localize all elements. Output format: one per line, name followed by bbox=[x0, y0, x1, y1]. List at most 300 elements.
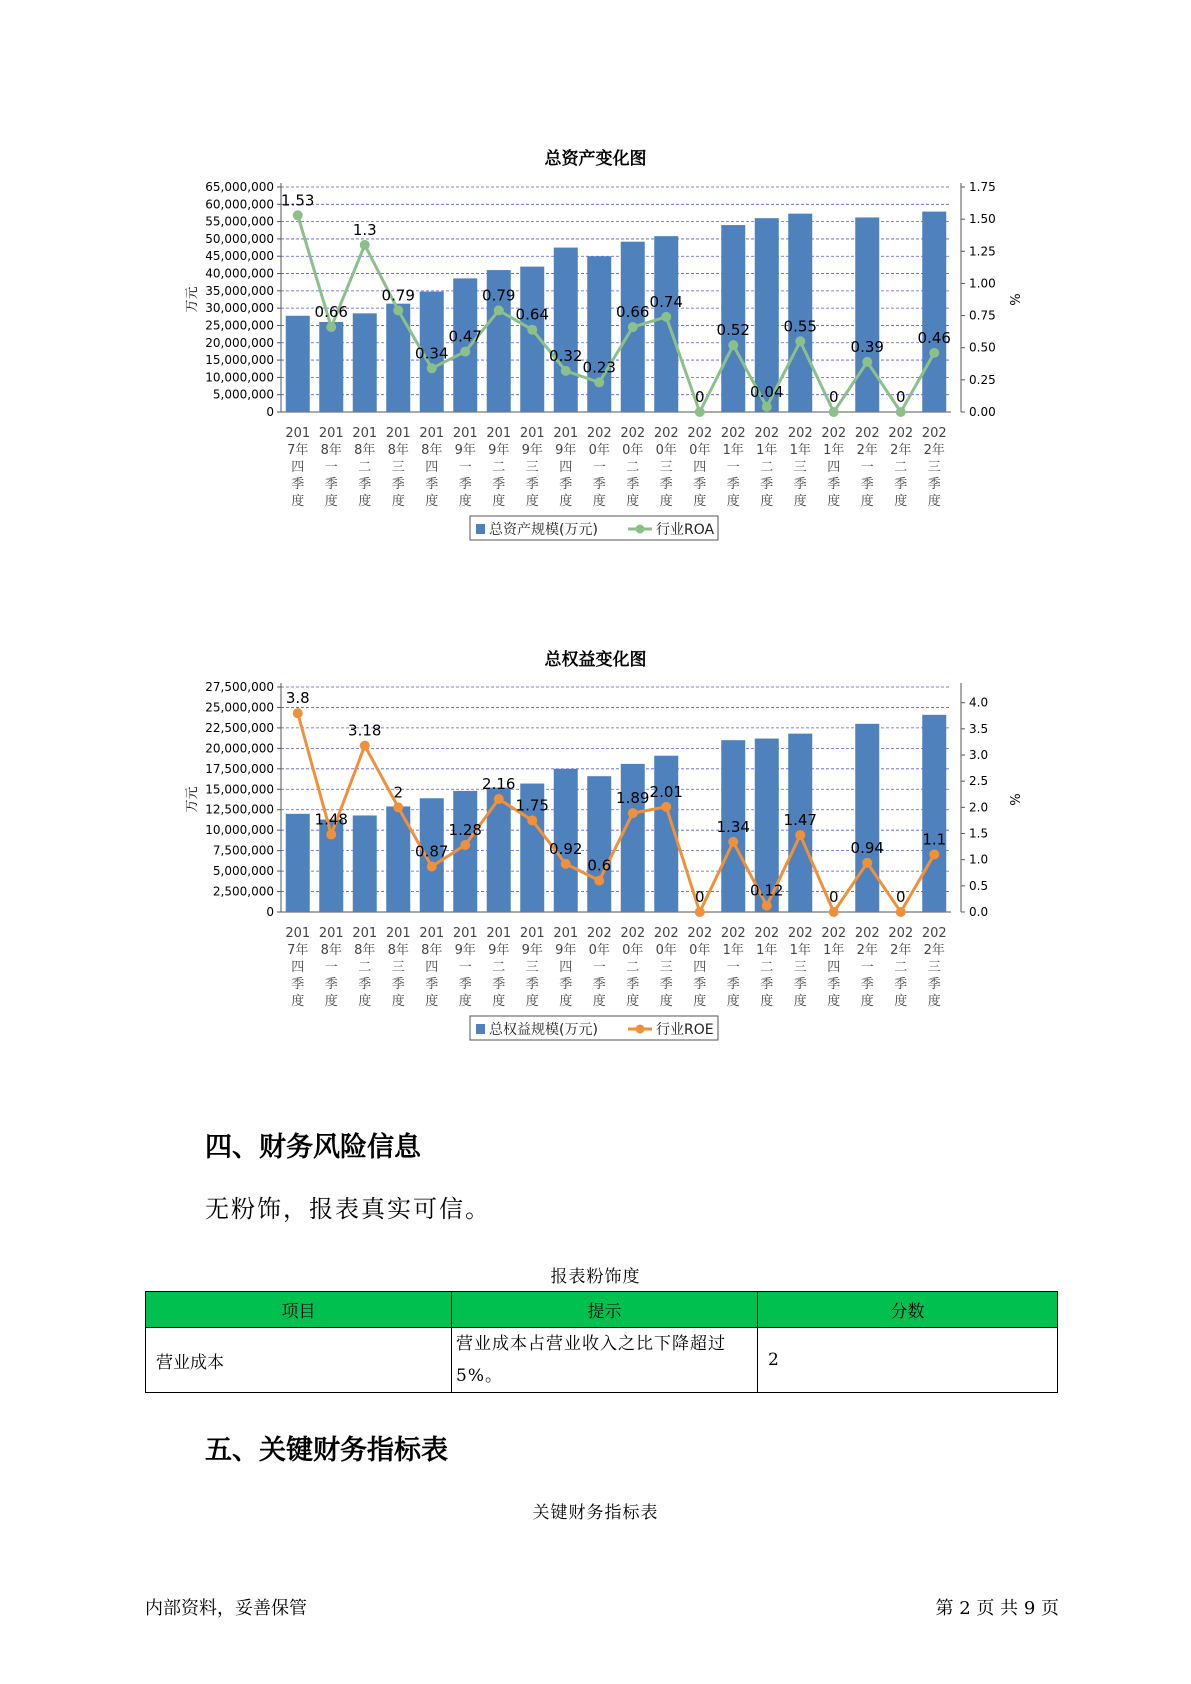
x-tick-label: 一 bbox=[726, 960, 740, 975]
x-tick-label: 四 bbox=[827, 960, 841, 975]
x-tick-label: 度 bbox=[726, 994, 740, 1009]
x-tick-label: 8年 bbox=[354, 943, 376, 958]
table-row bbox=[146, 1328, 1058, 1393]
legend-bar-swatch bbox=[476, 1024, 485, 1034]
chart-title: 总权益变化图 bbox=[544, 650, 647, 670]
data-label: 0.04 bbox=[750, 382, 784, 401]
x-tick-label: 8年 bbox=[387, 943, 409, 958]
y-tick-label: 17,500,000 bbox=[205, 761, 274, 776]
x-tick-label: 度 bbox=[894, 994, 908, 1009]
risk-table bbox=[145, 1291, 1058, 1393]
x-tick-label: 一 bbox=[592, 460, 606, 475]
x-tick-label: 季 bbox=[425, 477, 439, 492]
bar bbox=[353, 815, 377, 912]
x-tick-label: 季 bbox=[760, 977, 774, 992]
x-tick-label: 1年 bbox=[823, 443, 845, 458]
x-tick-label: 三 bbox=[927, 960, 941, 975]
table-header-row bbox=[146, 1292, 1058, 1328]
x-tick-label: 季 bbox=[760, 477, 774, 492]
data-label: 0.23 bbox=[582, 358, 616, 377]
data-point bbox=[628, 808, 638, 818]
x-tick-label: 201 bbox=[385, 926, 411, 941]
data-label: 0.74 bbox=[649, 292, 683, 311]
y2-tick-label: 1.75 bbox=[969, 180, 996, 194]
bar bbox=[286, 814, 310, 912]
column-header: 分数 bbox=[758, 1292, 1058, 1328]
x-tick-label: 季 bbox=[358, 477, 372, 492]
y2-tick-label: 2.5 bbox=[969, 774, 989, 789]
x-tick-label: 度 bbox=[659, 494, 673, 509]
data-label: 0.52 bbox=[716, 321, 750, 340]
x-tick-label: 三 bbox=[391, 460, 405, 475]
data-point bbox=[594, 377, 604, 387]
x-tick-label: 三 bbox=[659, 960, 673, 975]
x-tick-label: 2年 bbox=[856, 443, 878, 458]
x-tick-label: 季 bbox=[559, 477, 573, 492]
x-tick-label: 季 bbox=[659, 977, 673, 992]
x-tick-label: 季 bbox=[693, 977, 707, 992]
bar bbox=[286, 316, 310, 412]
x-tick-label: 202 bbox=[888, 926, 914, 941]
x-tick-label: 一 bbox=[592, 960, 606, 975]
data-point bbox=[896, 407, 906, 417]
x-tick-label: 度 bbox=[291, 494, 305, 509]
x-tick-label: 季 bbox=[693, 477, 707, 492]
data-point bbox=[326, 322, 336, 332]
y-tick-label: 10,000,000 bbox=[205, 823, 274, 838]
x-tick-label: 季 bbox=[358, 977, 372, 992]
x-tick-label: 一 bbox=[860, 460, 874, 475]
y2-tick-label: 1.50 bbox=[969, 212, 996, 227]
data-label: 0 bbox=[694, 388, 705, 406]
x-tick-label: 2年 bbox=[923, 943, 945, 958]
x-tick-label: 季 bbox=[592, 477, 606, 492]
x-tick-label: 度 bbox=[693, 494, 707, 509]
x-tick-label: 二 bbox=[626, 460, 640, 475]
x-tick-label: 季 bbox=[860, 977, 874, 992]
x-tick-label: 202 bbox=[720, 926, 746, 941]
x-tick-label: 度 bbox=[291, 994, 305, 1009]
bar bbox=[587, 256, 611, 412]
y-tick-label: 0 bbox=[266, 905, 274, 919]
x-tick-label: 度 bbox=[425, 494, 439, 509]
x-tick-label: 9年 bbox=[521, 943, 543, 958]
x-tick-label: 2年 bbox=[890, 443, 912, 458]
data-label: 2.01 bbox=[649, 782, 683, 801]
x-tick-label: 202 bbox=[620, 926, 646, 941]
y-axis-label: 万元 bbox=[185, 786, 200, 813]
y-tick-label: 55,000,000 bbox=[205, 214, 274, 229]
x-tick-label: 9年 bbox=[521, 443, 543, 458]
x-tick-label: 2年 bbox=[856, 943, 878, 958]
y2-tick-label: 1.5 bbox=[969, 826, 989, 841]
x-tick-label: 一 bbox=[458, 960, 472, 975]
x-tick-label: 202 bbox=[821, 926, 847, 941]
x-tick-label: 季 bbox=[793, 477, 807, 492]
data-label: 0.39 bbox=[850, 337, 884, 356]
x-tick-label: 度 bbox=[760, 994, 774, 1009]
data-label: 0.6 bbox=[587, 856, 612, 875]
x-tick-label: 202 bbox=[787, 426, 813, 441]
x-tick-label: 0年 bbox=[622, 943, 644, 958]
bar bbox=[855, 217, 879, 412]
x-tick-label: 度 bbox=[425, 994, 439, 1009]
data-label: 0 bbox=[828, 388, 839, 406]
x-tick-label: 季 bbox=[894, 977, 908, 992]
data-point bbox=[561, 859, 571, 869]
x-tick-label: 201 bbox=[385, 426, 411, 441]
x-tick-label: 202 bbox=[620, 426, 646, 441]
y2-tick-label: 0.5 bbox=[969, 878, 989, 893]
x-tick-label: 季 bbox=[626, 477, 640, 492]
x-tick-label: 度 bbox=[659, 994, 673, 1009]
data-point bbox=[326, 830, 336, 840]
x-tick-label: 201 bbox=[486, 426, 512, 441]
data-point bbox=[427, 861, 437, 871]
x-tick-label: 度 bbox=[458, 494, 472, 509]
data-label: 1.34 bbox=[716, 817, 750, 836]
x-tick-label: 202 bbox=[720, 426, 746, 441]
y2-tick-label: 2.0 bbox=[969, 800, 989, 815]
x-tick-label: 季 bbox=[492, 477, 506, 492]
y-tick-label: 5,000,000 bbox=[212, 387, 274, 402]
data-label: 0.46 bbox=[917, 328, 951, 347]
x-tick-label: 202 bbox=[921, 426, 947, 441]
legend-label: 总资产规模(万元) bbox=[489, 522, 598, 538]
total-assets-chart bbox=[0, 175, 1191, 595]
x-tick-label: 季 bbox=[391, 477, 405, 492]
x-tick-label: 季 bbox=[827, 977, 841, 992]
y2-tick-label: 0.50 bbox=[969, 340, 996, 355]
x-tick-label: 四 bbox=[425, 460, 439, 475]
x-tick-label: 201 bbox=[352, 926, 378, 941]
x-tick-label: 201 bbox=[486, 926, 512, 941]
x-tick-label: 季 bbox=[525, 477, 539, 492]
x-tick-label: 8年 bbox=[421, 943, 443, 958]
x-tick-label: 四 bbox=[559, 960, 573, 975]
x-tick-label: 二 bbox=[894, 460, 908, 475]
data-label: 0 bbox=[895, 888, 906, 906]
y-tick-label: 35,000,000 bbox=[205, 283, 274, 298]
x-tick-label: 季 bbox=[626, 977, 640, 992]
data-point bbox=[293, 708, 303, 718]
x-tick-label: 三 bbox=[659, 460, 673, 475]
y2-tick-label: 0.75 bbox=[969, 308, 996, 323]
x-tick-label: 度 bbox=[626, 494, 640, 509]
bar bbox=[554, 248, 578, 412]
data-label: 0.66 bbox=[616, 303, 650, 322]
data-point bbox=[795, 830, 805, 840]
x-tick-label: 度 bbox=[827, 994, 841, 1009]
x-tick-label: 度 bbox=[559, 994, 573, 1009]
x-tick-label: 202 bbox=[586, 426, 612, 441]
x-tick-label: 二 bbox=[358, 960, 372, 975]
x-tick-label: 0年 bbox=[655, 443, 677, 458]
table-cell: 营业成本占营业收入之比下降超过5%。 bbox=[452, 1328, 758, 1393]
data-point bbox=[561, 366, 571, 376]
legend-line-marker bbox=[636, 1025, 645, 1034]
bar bbox=[587, 776, 611, 912]
x-tick-label: 度 bbox=[626, 994, 640, 1009]
x-tick-label: 202 bbox=[854, 926, 880, 941]
data-point bbox=[829, 907, 839, 917]
bar bbox=[654, 236, 678, 412]
x-tick-label: 度 bbox=[592, 494, 606, 509]
data-label: 3.18 bbox=[348, 721, 382, 740]
x-tick-label: 季 bbox=[894, 477, 908, 492]
x-tick-label: 9年 bbox=[555, 943, 577, 958]
data-point bbox=[360, 741, 370, 751]
x-tick-label: 201 bbox=[318, 926, 344, 941]
data-label: 2 bbox=[393, 783, 404, 802]
y-tick-label: 5,000,000 bbox=[212, 864, 274, 879]
data-label: 0 bbox=[694, 888, 705, 906]
x-tick-label: 0年 bbox=[588, 943, 610, 958]
x-tick-label: 1年 bbox=[789, 443, 811, 458]
data-point bbox=[293, 210, 303, 220]
x-tick-label: 度 bbox=[458, 994, 472, 1009]
x-tick-label: 度 bbox=[358, 494, 372, 509]
data-label: 3.8 bbox=[285, 689, 310, 708]
x-tick-label: 度 bbox=[693, 994, 707, 1009]
y-tick-label: 12,500,000 bbox=[205, 802, 274, 817]
data-label: 1.47 bbox=[783, 811, 817, 830]
x-tick-label: 度 bbox=[927, 494, 941, 509]
data-point bbox=[862, 357, 872, 367]
x-tick-label: 201 bbox=[452, 426, 478, 441]
x-tick-label: 201 bbox=[419, 426, 445, 441]
x-tick-label: 季 bbox=[458, 477, 472, 492]
data-label: 1.53 bbox=[281, 191, 315, 210]
x-tick-label: 201 bbox=[318, 426, 344, 441]
y2-tick-label: 1.25 bbox=[969, 244, 996, 259]
x-tick-label: 季 bbox=[860, 477, 874, 492]
column-header: 提示 bbox=[452, 1292, 758, 1328]
data-point bbox=[929, 849, 939, 859]
data-label: 0.94 bbox=[850, 838, 884, 857]
x-tick-label: 1年 bbox=[722, 943, 744, 958]
data-label: 1.28 bbox=[448, 821, 482, 840]
y-tick-label: 50,000,000 bbox=[205, 231, 274, 246]
x-tick-label: 度 bbox=[760, 494, 774, 509]
x-tick-label: 8年 bbox=[421, 443, 443, 458]
data-point bbox=[594, 876, 604, 886]
footer-confidential-note: 内部资料，妥善保管 bbox=[145, 1598, 307, 1619]
x-tick-label: 度 bbox=[793, 494, 807, 509]
table-cell: 营业成本 bbox=[146, 1328, 452, 1393]
x-tick-label: 1年 bbox=[823, 943, 845, 958]
x-tick-label: 三 bbox=[793, 960, 807, 975]
data-point bbox=[494, 794, 504, 804]
x-tick-label: 一 bbox=[860, 960, 874, 975]
x-tick-label: 8年 bbox=[387, 443, 409, 458]
section-heading: 五、关键财务指标表 bbox=[205, 1435, 448, 1466]
y-tick-label: 20,000,000 bbox=[205, 741, 274, 756]
legend-label: 总权益规模(万元) bbox=[489, 1022, 598, 1038]
data-point bbox=[527, 325, 537, 335]
x-tick-label: 202 bbox=[653, 426, 679, 441]
x-tick-label: 季 bbox=[291, 477, 305, 492]
x-tick-label: 季 bbox=[425, 977, 439, 992]
x-tick-label: 季 bbox=[927, 477, 941, 492]
y2-tick-label: 4.0 bbox=[969, 695, 989, 710]
x-tick-label: 度 bbox=[324, 994, 338, 1009]
x-tick-label: 201 bbox=[553, 426, 579, 441]
x-tick-label: 一 bbox=[726, 460, 740, 475]
data-point bbox=[460, 840, 470, 850]
data-point bbox=[896, 907, 906, 917]
data-point bbox=[360, 240, 370, 250]
bar bbox=[487, 788, 511, 912]
x-tick-label: 度 bbox=[827, 494, 841, 509]
x-tick-label: 季 bbox=[659, 477, 673, 492]
x-tick-label: 季 bbox=[492, 977, 506, 992]
y-tick-label: 60,000,000 bbox=[205, 197, 274, 212]
data-label: 0.12 bbox=[750, 881, 784, 900]
y-tick-label: 65,000,000 bbox=[205, 180, 274, 194]
data-label: 0.79 bbox=[381, 286, 415, 305]
data-label: 0.32 bbox=[549, 346, 583, 365]
bar bbox=[788, 214, 812, 412]
y-tick-label: 25,000,000 bbox=[205, 318, 274, 333]
x-tick-label: 三 bbox=[793, 460, 807, 475]
x-tick-label: 二 bbox=[894, 960, 908, 975]
x-tick-label: 三 bbox=[391, 960, 405, 975]
x-tick-label: 一 bbox=[324, 960, 338, 975]
legend-label: 行业ROA bbox=[656, 522, 715, 538]
x-tick-label: 一 bbox=[324, 460, 338, 475]
data-label: 0.64 bbox=[515, 305, 549, 324]
x-tick-label: 度 bbox=[860, 994, 874, 1009]
legend-label: 行业ROE bbox=[656, 1022, 714, 1038]
y-tick-label: 20,000,000 bbox=[205, 335, 274, 350]
x-tick-label: 201 bbox=[285, 926, 311, 941]
x-tick-label: 度 bbox=[525, 494, 539, 509]
x-tick-label: 季 bbox=[726, 977, 740, 992]
x-tick-label: 度 bbox=[391, 494, 405, 509]
x-tick-label: 度 bbox=[726, 494, 740, 509]
x-tick-label: 202 bbox=[888, 426, 914, 441]
y2-tick-label: 0.25 bbox=[969, 372, 996, 387]
y2-tick-label: 1.00 bbox=[969, 276, 996, 291]
bar bbox=[353, 313, 377, 412]
table-caption: 关键财务指标表 bbox=[532, 1503, 659, 1523]
x-tick-label: 季 bbox=[592, 977, 606, 992]
data-label: 0.34 bbox=[415, 344, 449, 363]
y2-tick-label: 1.0 bbox=[969, 852, 989, 867]
x-tick-label: 三 bbox=[525, 460, 539, 475]
x-tick-label: 201 bbox=[519, 426, 545, 441]
x-tick-label: 201 bbox=[519, 926, 545, 941]
body-text: 无粉饰，报表真实可信。 bbox=[205, 1195, 491, 1223]
bar bbox=[855, 724, 879, 912]
x-tick-label: 8年 bbox=[320, 443, 342, 458]
y-axis-label: 万元 bbox=[185, 286, 200, 313]
data-point bbox=[661, 802, 671, 812]
x-tick-label: 四 bbox=[693, 960, 707, 975]
table-cell: 2 bbox=[758, 1328, 1058, 1393]
y-tick-label: 10,000,000 bbox=[205, 370, 274, 385]
y2-axis-label: % bbox=[1006, 293, 1021, 306]
y2-tick-label: 0.0 bbox=[969, 905, 989, 919]
data-point bbox=[762, 402, 772, 412]
x-tick-label: 二 bbox=[492, 960, 506, 975]
y-tick-label: 40,000,000 bbox=[205, 266, 274, 281]
y-tick-label: 15,000,000 bbox=[205, 782, 274, 797]
data-point bbox=[427, 363, 437, 373]
x-tick-label: 度 bbox=[793, 994, 807, 1009]
x-tick-label: 202 bbox=[687, 426, 713, 441]
bar bbox=[621, 764, 645, 912]
data-label: 0.87 bbox=[415, 842, 449, 861]
y2-tick-label: 3.5 bbox=[969, 721, 989, 736]
x-tick-label: 0年 bbox=[689, 443, 711, 458]
x-tick-label: 202 bbox=[687, 926, 713, 941]
x-tick-label: 度 bbox=[860, 494, 874, 509]
x-tick-label: 季 bbox=[793, 977, 807, 992]
chart-title: 总资产变化图 bbox=[544, 149, 647, 169]
x-tick-label: 二 bbox=[760, 460, 774, 475]
x-tick-label: 0年 bbox=[588, 443, 610, 458]
y2-tick-label: 0.00 bbox=[969, 405, 996, 419]
data-label: 0.92 bbox=[549, 839, 583, 858]
x-tick-label: 201 bbox=[285, 426, 311, 441]
y-tick-label: 30,000,000 bbox=[205, 301, 274, 316]
x-tick-label: 度 bbox=[391, 994, 405, 1009]
x-tick-label: 四 bbox=[291, 960, 305, 975]
data-point bbox=[527, 815, 537, 825]
y-tick-label: 45,000,000 bbox=[205, 249, 274, 264]
data-point bbox=[728, 837, 738, 847]
data-point bbox=[628, 322, 638, 332]
bar bbox=[721, 225, 745, 412]
x-tick-label: 季 bbox=[291, 977, 305, 992]
x-tick-label: 度 bbox=[492, 494, 506, 509]
x-tick-label: 7年 bbox=[287, 443, 309, 458]
y2-tick-label: 3.0 bbox=[969, 748, 989, 763]
x-tick-label: 201 bbox=[419, 926, 445, 941]
y2-axis-label: % bbox=[1006, 793, 1021, 806]
data-label: 1.1 bbox=[922, 830, 947, 849]
x-tick-label: 202 bbox=[754, 926, 780, 941]
x-tick-label: 度 bbox=[592, 994, 606, 1009]
data-label: 0.66 bbox=[314, 303, 348, 322]
x-tick-label: 四 bbox=[559, 460, 573, 475]
table-caption: 报表粉饰度 bbox=[550, 1267, 641, 1287]
y-tick-label: 0 bbox=[266, 405, 274, 419]
data-point bbox=[661, 312, 671, 322]
x-tick-label: 季 bbox=[324, 477, 338, 492]
x-tick-label: 2年 bbox=[890, 943, 912, 958]
x-tick-label: 1年 bbox=[722, 443, 744, 458]
x-tick-label: 二 bbox=[626, 960, 640, 975]
section-heading: 四、财务风险信息 bbox=[205, 1132, 421, 1163]
x-tick-label: 0年 bbox=[689, 943, 711, 958]
data-point bbox=[393, 305, 403, 315]
x-tick-label: 0年 bbox=[655, 943, 677, 958]
data-label: 0.47 bbox=[448, 327, 482, 346]
x-tick-label: 季 bbox=[559, 977, 573, 992]
x-tick-label: 四 bbox=[291, 460, 305, 475]
x-tick-label: 四 bbox=[425, 960, 439, 975]
data-point bbox=[393, 802, 403, 812]
legend-line-marker bbox=[636, 525, 645, 534]
x-tick-label: 202 bbox=[754, 426, 780, 441]
x-tick-label: 季 bbox=[927, 977, 941, 992]
x-tick-label: 度 bbox=[492, 994, 506, 1009]
x-tick-label: 0年 bbox=[622, 443, 644, 458]
x-tick-label: 8年 bbox=[320, 943, 342, 958]
